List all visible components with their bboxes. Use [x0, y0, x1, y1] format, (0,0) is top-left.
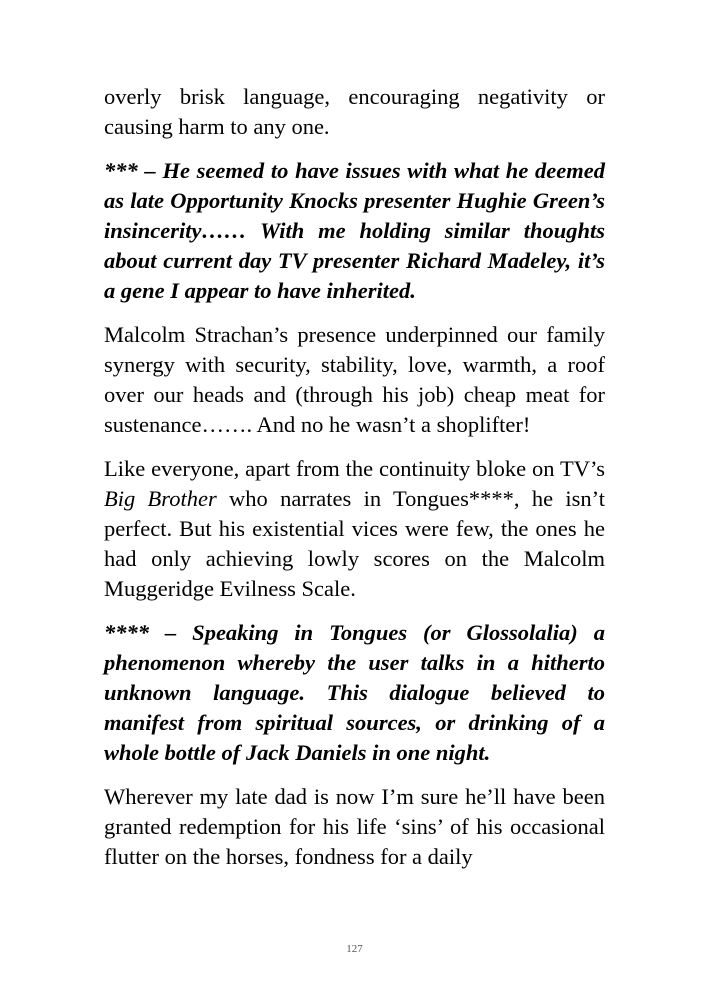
- footnote-hughie-green: *** – He seemed to have issues with what he deemed as late Opportunity Knocks presenter Hughie Green’s insincerity…… With me holding similar thoughts about current day TV presenter Richard Madeley, it’s a gene I appear to have inherited.: [104, 158, 605, 303]
- paragraph-text-start: Like everyone, apart from the continuity bloke on TV’s: [104, 456, 605, 481]
- show-title-big-brother: Big Brother: [104, 486, 217, 511]
- page-body: [104, 82, 605, 886]
- page-number: 127: [346, 943, 363, 955]
- body-paragraph-like-everyone: [104, 454, 605, 604]
- body-paragraph-continued: overly brisk language, encouraging negativity or causing harm to any one.: [104, 84, 605, 139]
- body-paragraph-wherever: Wherever my late dad is now I’m sure he’ll have been granted redemption for his life ‘sins’ of his occasional flutter on the horses, fondness for a daily: [104, 784, 605, 869]
- body-paragraph-malcolm-strachan: Malcolm Strachan’s presence underpinned our family synergy with security, stability, love, warmth, a roof over our heads and (through his job) cheap meat for sustenance……. And no he wasn’t a shoplifter!: [104, 322, 605, 437]
- paragraph-text-end: who narrates in Tongues****, he isn’t perfect. But his existential vices were few, the ones he had only achieving lowly scores on the Malcolm Muggeridge Evilness Scale.: [104, 486, 605, 601]
- footnote-speaking-in-tongues: **** – Speaking in Tongues (or Glossolalia) a phenomenon whereby the user talks in a hitherto unknown language. This dialogue believed to manifest from spiritual sources, or drinking of a whole bottle of Jack Daniels in one night.: [104, 620, 605, 765]
